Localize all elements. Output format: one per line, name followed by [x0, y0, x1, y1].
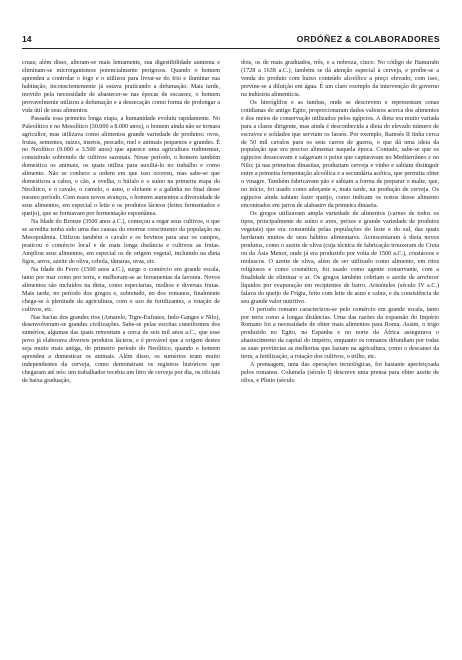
page-number: 14 [22, 34, 32, 44]
paragraph: Passada essa primeira longa etapa, a humanidade evoluiu rapidamente. No Paleolítico e no Mesolítico (30.000 a 8.000 anos), o homem ainda não se tornara agricultor, mas utilizava como alimentos grande variedade de produtos: ovos, frutas, sementes, raízes, insetos, pescado, mel e animais pequenos e grandes. É no Neolítico (9.000 a 3.500 anos) que aparece uma agricultura rudimentar, consistindo sobretudo de cultivos sazonais. Nesse período, o homem também domestica os animais, os quais utiliza para auxiliá-lo no trabalho e como alimento. Não se conhece a ordem em que isso ocorreu, mas sabe-se que domesticou a cabra, o cão, a ovelha, o búfalo e o suíno na primeira etapa do Neolítico, e o cavalo, o camelo, o asno, o elefante e a galinha no final desse mesmo período. Com esses novos avanços, o homem aumentou a diversidade de seus alimentos, em especial o leite e os produtos lácteos (leites fermentados e queijo), que se formavam por fermentação espontânea. [22, 115, 220, 218]
paragraph: Nas bacias dos grandes rios (Amarelo, Tigre-Eufrates, Indo-Ganges e Nilo), desenvolveram-se grandes civilizações. Sabe-se pelas escritas cuneiformes dos sumérios, algumas das quais remontam a cerca de seis mil anos a.C., que esse povo já elaborava diversos produtos lácteos, e é provável que a origem destes seja muito mais antiga, do primeiro período do Neolítico, quando o homem aprendeu a domesticar os animais. Além disso, os sumérios eram muito independentes da cerveja, como demonstram os registros históricos que chegaram até nós: um trabalhador recebia um litro de cerveja por dia, os oficiais de baixa graduação, [22, 314, 220, 385]
paragraph: O período romano caracterizou-se pelo comércio em grande escala, tanto por terra como a longas distâncias. Uma das razões da expansão do Império Romano foi a necessidade de obter mais alimentos para Roma. Assim, o trigo produzido no Egito, na Espanha e no norte da África assegurava o abastecimento da capital do império, enquanto os romanos difundiam por todas as suas províncias as melhorias que faziam na agricultura, como o descanso da terra, a fertilização, a rotação dos cultivos, o trilho, etc. [241, 306, 439, 361]
left-column [22, 60, 220, 386]
paragraph: dois, os de mais graduados, três, e a nobreza, cinco. No código de Hamurabi (1728 a 1638 a.C.), também se dá atenção especial à cerveja, e proíbe-se a venda do produto com baixo conteúdo alcoólico a preço elevado; com isso, previne-se a diluição em água. É um claro exemplo da intervenção do governo na indústria alimentícia. [241, 60, 439, 98]
paragraph: Os gregos utilizavam ampla variedade de alimentos (carnes de todos os tipos, principalmente de suíno e aves, peixes e grande variedade de produtos vegetais) que era consumida pelas populações do leste e do sul, das quais herdaram muitos de seus hábitos alimentares. Acrescentaram à dieta novos produtos, como o azeite de oliva (cuja técnica de fabricação trouxeram de Creta ou da Ásia Menor, onde já era produzido por volta de 1500 a.C.), crustáceos e moluscos. O azeite de oliva, além de ser utilizado como alimento, em ritos religiosos e como cosmético, foi usado como agente conservante, com a finalidade de eliminar o ar. Os gregos também cobriam o azeite de arrefecer líquidos por evaporação em recipientes de barro. Aristóteles (século IV a.C.) falava do queijo de Frígia, feito com leite de asno e cabra, e da consistência de seu grande valor nutritivo. [241, 211, 439, 305]
paragraph: A prensagem, uma das operações tecnológicas, foi bastante aperfeiçoada pelos romanos. Columela (século I) descreve uma prensa para obter azeite de oliva, e Plínio (século [241, 362, 439, 385]
running-head: ORDÓÑEZ & COLABORADORES [296, 34, 440, 44]
paragraph: Os hieróglifos e as tumbas, onde se descrevem e representam cenas cotidianas do antigo Egito, proporcionaram dados valiosos acerca dos alimentos e dos meios de conservação utilizados pelos egípcios. A dieta era muito variada para a classe dirigente, mas ainda é desconhecida a dieta do elevado número de escravos e soldados que serviam os faraós. Por exemplo, Ramsés II tinha cerca de 50 mil cavalos para os seus carros de guerra, o que dá uma ideia da população que era preciso alimentar naquela época. Contudo, sabe-se que os egípcios dessecavam e salgavam o peixe que capturavam no Mediterrâneo e no Nilo; já nas primeiras dinastias, produziam cerveja e vinho e sabiam distinguir entre a primeira fermentação alcoólica e a secundária acética, que permitia obter o vinagre. Também fabricavam pão e sabiam a forma de preparar o malte, que, no início, foi usado como adoçante e, mais tarde, na produção de cerveja. Os egípcios ainda sabiam fazer queijo, como indicam os restos desse alimento encontrados em jarros de alabastro da primeira dinastia. [241, 99, 439, 210]
paragraph: Na Idade do Bronze (3500 anos a.C.), começou a regar seus cultivos, o que se acredita tenha sido uma das causas do enorme crescimento da população na Mesopotâmia. Utilizou também o cavalo e os bovinos para arar os campos, praticou o comércio local e de mais longa distância e cultivou as frutas. Ampliou seus alimentos, em especial os de origem vegetal, incluindo na dieta figos, arroz, azeite de oliva, cebola, tâmaras, uvas, etc. [22, 219, 220, 265]
paragraph: Na Idade do Ferro (1500 anos a.C.), surge o comércio em grande escala, tanto por mar como por terra, e melhoram-se as ferramentas da lavoura. Novos alimentos são incluídos na dieta, como especiarias, molhos e diversas frutas. Mais tarde, no período dos gregos e, sobretudo, no dos romanos, finalmente chega-se à plenitude da agricultura, com o uso de fertilizantes, a rotação de cultivos, etc. [22, 266, 220, 313]
right-column [241, 60, 439, 386]
page-header [22, 34, 440, 48]
header-rule [22, 48, 440, 49]
paragraph: cruas; além disso, alteram-se mais lentamente, sua digestibilidade aumenta e eliminam-se microrganismos potencialmente perigosos. Quando o homem aprendeu a controlar o fogo e o utilizou para livrar-se do frio e iluminar sua habitação, inconscientemente já estava praticando a defumação. Mais tarde, movido pela necessidade de abastecer-se nas épocas de escassez, o homem provavelmente utilizou a defumação e a dessecação como forma de prolongar a vida útil de seus alimentos. [22, 60, 220, 114]
